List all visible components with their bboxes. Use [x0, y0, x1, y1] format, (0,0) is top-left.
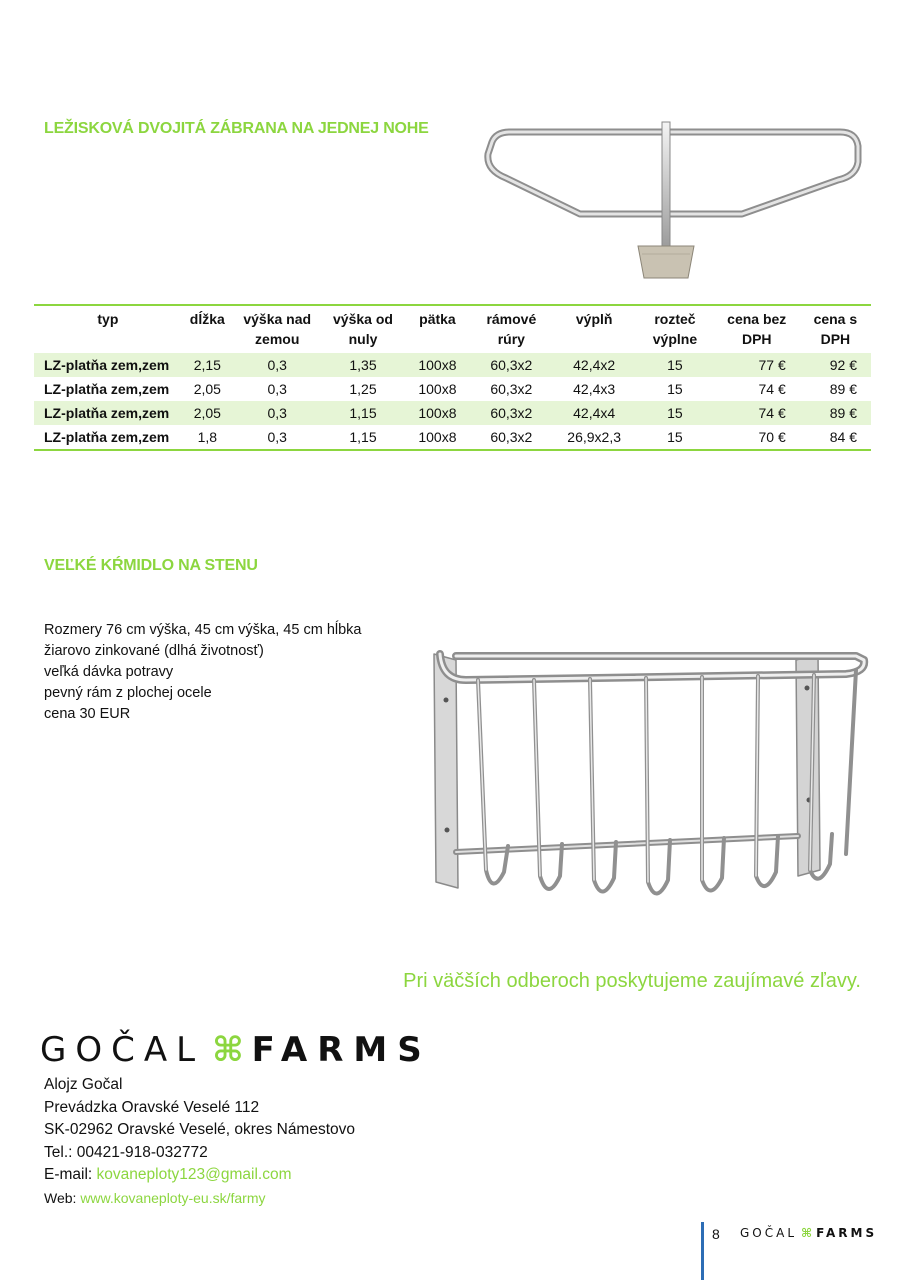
cell-cena-s-dph: 89 € — [829, 381, 857, 397]
cell-cena-s-dph: 84 € — [829, 429, 857, 445]
header-vypln: výplň — [575, 311, 613, 327]
contact-address-line1: Prevádzka Oravské Veselé 112 — [44, 1098, 260, 1116]
section-title-barrier: LEŽISKOVÁ DVOJITÁ ZÁBRANA NA JEDNEJ NOHE — [44, 120, 429, 137]
cell-vyska-nad-zemou: 0,3 — [267, 357, 287, 373]
cell-cena-bez-dph: 70 € — [758, 429, 786, 445]
header-vyska-od-nuly: výška od nuly — [333, 311, 393, 347]
contact-phone: Tel.: 00421-918-032772 — [44, 1143, 208, 1161]
section-title-feeder: VEĽKÉ KŔMIDLO NA STENU — [44, 557, 258, 574]
cell-patka: 100x8 — [418, 357, 457, 373]
cell-cena-bez-dph: 74 € — [758, 405, 786, 421]
cell-patka: 100x8 — [418, 405, 457, 421]
desc-line: žiarovo zinkované (dlhá životnosť) — [44, 643, 264, 659]
cell-ramove-rury: 60,3x2 — [490, 429, 533, 445]
table-row — [34, 353, 871, 377]
header-roztec-vyplne: rozteč výplne — [652, 311, 698, 347]
cell-vyska-od-nuly: 1,15 — [349, 405, 377, 421]
contact-block — [44, 1074, 355, 1209]
cell-ramove-rury: 60,3x2 — [490, 381, 533, 397]
footer-logo-symbol-icon: ⌘ — [801, 1226, 813, 1240]
desc-line: veľká dávka potravy — [44, 664, 174, 680]
contact-address-line2: SK-02962 Oravské Veselé, okres Námestovo — [44, 1121, 356, 1138]
table-header-row — [34, 305, 871, 353]
table-row — [34, 425, 871, 450]
feeder-description — [44, 620, 362, 725]
cell-dlzka: 2,05 — [193, 381, 221, 397]
cell-dlzka: 2,15 — [193, 357, 221, 373]
footer-divider — [701, 1222, 704, 1280]
cell-dlzka: 1,8 — [197, 429, 218, 445]
cell-dlzka: 2,05 — [193, 405, 221, 421]
cell-cena-s-dph: 92 € — [829, 357, 857, 373]
cell-roztec: 15 — [667, 405, 683, 421]
desc-line: cena 30 EUR — [44, 706, 131, 722]
cell-vyska-nad-zemou: 0,3 — [267, 405, 287, 421]
page-number: 8 — [712, 1226, 720, 1242]
cell-roztec: 15 — [667, 381, 683, 397]
cell-cena-bez-dph: 77 € — [758, 357, 786, 373]
logo-symbol-icon: ⌘ — [212, 1030, 244, 1070]
cell-roztec: 15 — [667, 429, 683, 445]
cell-vypln: 42,4x2 — [573, 357, 616, 373]
contact-web-line — [44, 1187, 355, 1210]
contact-name: Alojz Gočal — [44, 1076, 123, 1093]
cell-vypln: 42,4x4 — [573, 405, 616, 421]
cell-vyska-od-nuly: 1,15 — [349, 429, 377, 445]
cell-ramove-rury: 60,3x2 — [490, 357, 533, 373]
product-table — [34, 304, 871, 451]
header-vyska-nad-zemou: výška nad zemou — [243, 311, 312, 347]
cell-typ: LZ-platňa zem,zem — [44, 357, 170, 373]
table-row — [34, 401, 871, 425]
cell-patka: 100x8 — [418, 381, 457, 397]
header-ramove-rury: rámové rúry — [486, 311, 537, 347]
desc-line: Rozmery 76 cm výška, 45 cm výška, 45 cm hĺbka — [44, 622, 362, 638]
discount-slogan: Pri väčších odberoch poskytujeme zaujímavé zľavy. — [403, 970, 861, 992]
web-link[interactable]: www.kovaneploty-eu.sk/farmy — [80, 1189, 266, 1206]
header-typ: typ — [97, 311, 119, 327]
cell-typ: LZ-platňa zem,zem — [44, 381, 170, 397]
table-row — [34, 377, 871, 401]
cell-typ: LZ-platňa zem,zem — [44, 429, 170, 445]
footer-logo-gocal: GOČAL — [740, 1226, 798, 1240]
email-label: E-mail: — [44, 1166, 97, 1183]
footer-logo — [740, 1226, 877, 1240]
cell-cena-bez-dph: 74 € — [758, 381, 786, 397]
feeder-product-image — [426, 640, 872, 912]
cell-cena-s-dph: 89 € — [829, 405, 857, 421]
cell-vyska-nad-zemou: 0,3 — [267, 429, 287, 445]
cell-patka: 100x8 — [418, 429, 457, 445]
header-cena-bez-dph: cena bez DPH — [727, 311, 787, 347]
header-cena-s-dph: cena s DPH — [813, 311, 858, 347]
cell-vyska-nad-zemou: 0,3 — [267, 381, 287, 397]
cell-typ: LZ-platňa zem,zem — [44, 405, 170, 421]
barrier-product-image — [480, 118, 865, 290]
cell-vypln: 42,4x3 — [573, 381, 616, 397]
header-patka: pätka — [419, 311, 456, 327]
cell-vyska-od-nuly: 1,25 — [349, 381, 377, 397]
cell-vyska-od-nuly: 1,35 — [349, 357, 377, 373]
contact-email-line — [44, 1164, 355, 1187]
company-logo — [40, 1030, 432, 1070]
cell-roztec: 15 — [667, 357, 683, 373]
cell-vypln: 26,9x2,3 — [567, 429, 622, 445]
header-dlzka: dĺžka — [189, 311, 225, 327]
logo-text-gocal: GOČAL — [40, 1030, 205, 1070]
logo-text-farms: FARMS — [251, 1030, 432, 1070]
desc-line: pevný rám z plochej ocele — [44, 685, 212, 701]
footer-logo-farms: FARMS — [816, 1226, 878, 1240]
cell-ramove-rury: 60,3x2 — [490, 405, 533, 421]
web-label: Web: — [44, 1189, 81, 1206]
email-link[interactable]: kovaneploty123@gmail.com — [96, 1166, 292, 1183]
